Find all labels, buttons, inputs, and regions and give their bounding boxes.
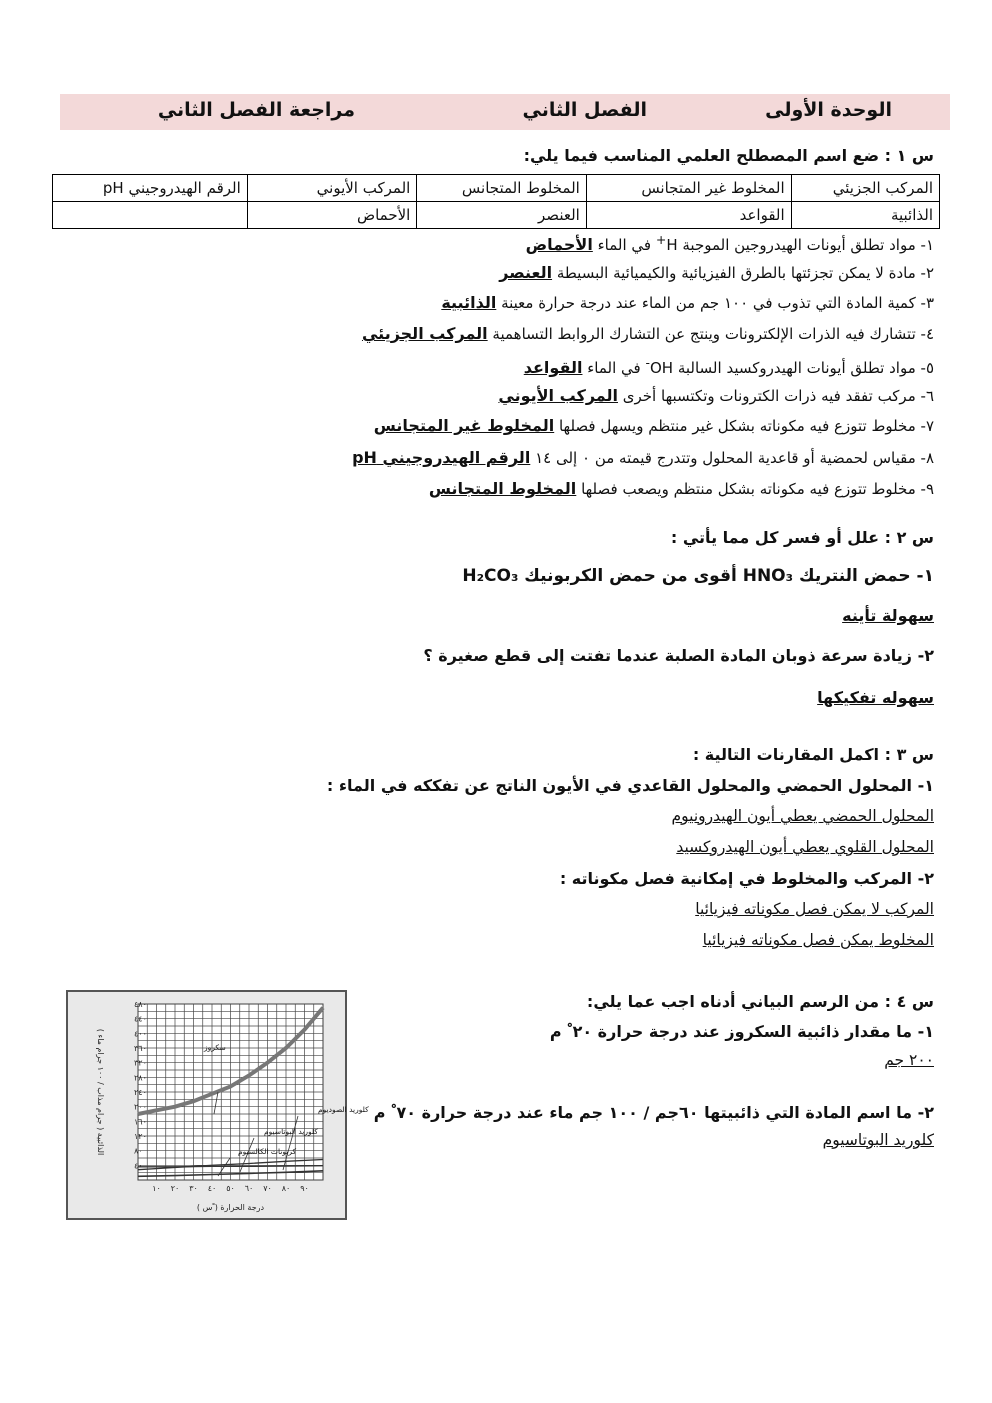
item-text: ٩- مخلوط تتوزع فيه مكوناته بشكل منتظم ويصعب فصلها [576,480,934,498]
y-tick-label: ٤٤٠ [134,1014,147,1024]
solubility-chart [68,992,369,1218]
x-tick-label: ٣٠ [189,1184,198,1193]
y-tick-label: ٢٠٠ [134,1102,147,1112]
item-text: في الماء [582,359,646,377]
x-tick-label: ٥٠ [226,1184,235,1193]
item-text: ٤- تتشارك فيه الذرات الإلكترونات وينتج عن التشارك الروابط التساهمية [487,325,934,343]
item-text: ٣- كمية المادة التي تذوب في ١٠٠ جم من الماء عند درجة حرارة معينة [496,294,934,312]
item-charge: - [645,355,650,370]
solubility-graph [66,990,369,1220]
q4-title: س ٤ : من الرسم البياني أدناه اجب عما يلي: [586,992,934,1011]
q2-answer-1: سهولة تأينه [842,606,934,625]
x-tick-label: ٤٠ [207,1184,217,1193]
q2-title: س ٢ : علل أو فسر كل مما يأتي : [670,528,934,547]
y-tick-label: ٤٨٠ [134,1000,147,1009]
x-tick-label: ٢٠ [170,1184,180,1193]
q1-item [362,324,934,343]
table-cell: العنصر [417,202,587,229]
q2-item-2: ٢- زيادة سرعة ذوبان المادة الصلبة عندما تفتت إلى قطع صغيرة ؟ [423,646,934,665]
q1-item [524,355,934,377]
q3-item-2: ٢- المركب والمخلوط في إمكانية فصل مكوناته : [559,869,934,888]
q3-answer-1b: المحلول القلوي يعطي أيون الهيدروكسيد [676,838,934,856]
item-answer: الذائبية [441,293,497,312]
q1-item [374,416,934,435]
x-tick-label: ١٠ [152,1184,161,1193]
item-text: ٧- مخلوط تتوزع فيه مكوناته بشكل غير منتظم ويسهل فصلها [554,417,934,435]
item-answer: المخلوط غير المتجانس [373,416,555,435]
item-text: ٥- مواد تطلق أيونات الهيدروكسيد السالبة [673,359,934,377]
q2-answer-2: سهوله تفكيكها [817,688,934,707]
item-text: ٦- مركب تفقد فيه ذرات الكترونات وتكتسبها أخرى [618,387,934,405]
header-bar [60,94,950,130]
q2-item-1: ١- حمض النتريك HNO₃ أقوى من حمض الكربونيك H₂CO₃ [462,566,934,586]
item-text: ١- مواد تطلق أيونات الهيدروجين الموجبة [677,236,934,254]
q3-answer-2b: المخلوط يمكن فصل مكوناته فيزيائيا [702,931,934,949]
series-label: كلوريد الصوديوم [318,1105,369,1114]
y-tick-label: ٨٠ [134,1146,143,1156]
x-tick-label: ٨٠ [281,1184,291,1193]
y-tick-label: ٤٠ [134,1161,143,1171]
series-label: كلوريد البوتاسيوم [264,1127,318,1136]
table-cell: الرقم الهيدروجيني pH [53,175,248,202]
item-answer: المخلوط المتجانس [428,479,577,498]
table-row [53,202,940,229]
y-tick-label: ٣٦٠ [134,1044,147,1053]
q4-answer-2: كلوريد البوتاسيوم [822,1131,934,1149]
table-cell: المركب الجزيئي [791,175,939,202]
series-label: سكروز [204,1043,226,1052]
table-cell: المخلوط المتجانس [417,175,587,202]
q1-item [526,232,934,254]
item-answer: الأحماض [525,235,593,254]
table-cell: المخلوط غير المتجانس [586,175,791,202]
chapter-title: الفصل الثاني [522,99,647,121]
x-tick-label: ٩٠ [300,1184,309,1193]
q3-item-1: ١- المحلول الحمضي والمحلول القاعدي في الأيون الناتج عن تفككه في الماء : [326,776,934,795]
item-answer: القواعد [523,358,583,377]
y-tick-label: ٢٤٠ [134,1088,147,1097]
q3-answer-2a: المركب لا يمكن فصل مكوناته فيزيائيا [695,900,934,918]
q3-title: س ٣ : اكمل المقارنات التالية : [692,745,934,764]
unit-title: الوحدة الأولى [765,99,892,121]
item-answer: المركب الجزيئي [361,324,488,343]
q1-item [498,386,934,405]
item-text: ٨- مقياس لحمضية أو قاعدية المحلول وتتدرج قيمته من ٠ إلى ١٤ [530,449,934,467]
q4-item-2: ٢- ما اسم المادة التي ذائبيتها ٦٠جم / ١٠٠ جم ماء عند درجة حرارة ٧٠ ْ م [373,1103,934,1122]
item-answer: الرقم الهيدروجيني pH [352,448,531,467]
item-text: في الماء [592,236,656,254]
q1-item [499,263,934,282]
q4-item-1: ١- ما مقدار ذائبية السكروز عند درجة حرارة ٢٠ ْ م [549,1022,934,1041]
q3-answer-1a: المحلول الحمضي يعطي أيون الهيدرونيوم [671,807,934,825]
x-axis-label: درجة الحرارة ( ْس ) [196,1203,265,1212]
table-cell: الأحماض [247,202,417,229]
item-answer: العنصر [499,263,553,282]
item-symbol: OH [649,359,674,377]
table-cell: القواعد [586,202,791,229]
y-axis-label: الذائبية ( جرام مذاب / ١٠٠ جرام ماء ) [96,1028,105,1156]
item-text: ٢- مادة لا يمكن تجزئتها بالطرق الفيزيائية والكيميائية البسيطة [552,264,934,282]
item-answer: المركب الأيوني [498,386,618,405]
item-symbol: H [666,236,678,254]
table-row [53,175,940,202]
y-tick-label: ١٢٠ [134,1132,147,1141]
x-tick-label: ٧٠ [263,1184,272,1193]
table-cell [53,202,248,229]
table-cell: الذائبية [791,202,939,229]
q1-item [441,293,934,312]
q1-item [429,479,934,498]
y-tick-label: ٢٨٠ [134,1073,147,1083]
y-tick-label: ٣٢٠ [134,1058,147,1068]
y-tick-label: ١٦٠ [134,1117,147,1127]
review-title: مراجعة الفصل الثاني [157,99,355,121]
table-cell: المركب الأيوني [247,175,417,202]
q4-answer-1: ٢٠٠ جم [884,1051,934,1069]
q1-item [352,448,934,467]
terms-table [52,174,940,229]
series-label: كربونات الكالسيوم [238,1147,297,1156]
item-charge: + [655,232,667,247]
x-tick-label: ٦٠ [244,1184,254,1193]
y-tick-label: ٤٠٠ [134,1029,147,1039]
q1-title: س ١ : ضع اسم المصطلح العلمي المناسب فيما يلي: [523,146,934,165]
